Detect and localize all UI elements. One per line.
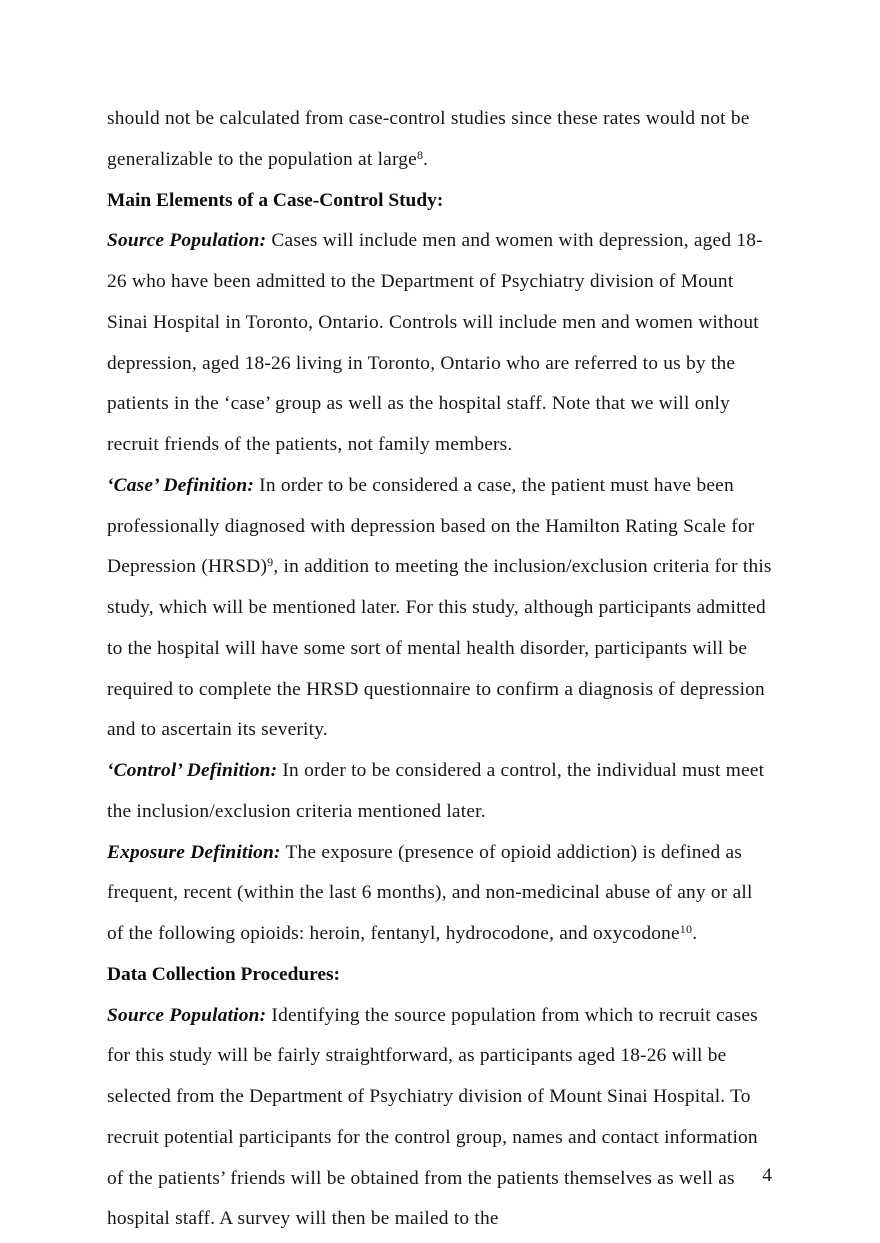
paragraph-lead-in: Source Population: — [107, 1004, 267, 1026]
body-text: should not be calculated from case-control studies since these rates would not be generalizable to the population at large — [107, 108, 750, 170]
body-text: . — [423, 148, 429, 170]
body-text: In order to be considered a case, the patient must have been professionally diagnosed with depression based on the Hamilton Rating Scale for Depression (HRSD) — [107, 474, 755, 578]
body-text: In order to be considered a control, the individual must meet the inclusion/exclusion criteria mentioned later. — [107, 760, 765, 822]
footnote-marker: 8 — [416, 147, 424, 162]
body-text: Cases will include men and women with depression, aged 18-26 who have been admitted to the Department of Psychiatry division of Mount Sinai Hospital in Toronto, Ontario. Controls will include men and women without depression, aged 18-26 living in Toronto, Ontario who are referred to us by the patients in the ‘case’ group as well as the hospital staff. Note that we will only recruit friends of the patients, not family members. — [107, 230, 763, 455]
page-number: 4 — [762, 1165, 772, 1186]
footnote-marker: 9 — [267, 555, 274, 569]
paragraph-lead-in: ‘Control’ Definition: — [107, 760, 278, 781]
paragraph-case-definition — [107, 466, 772, 751]
body-text: , in addition to meeting the inclusion/exclusion criteria for this study, which will be mentioned later. For this study, although participants admitted to the hospital will have some sort of mental health disorder, participants will be required to complete the HRSD questionnaire to confirm a diagnosis of depression and to ascertain its severity. — [107, 556, 772, 741]
heading-text: Data Collection Procedures: — [107, 963, 340, 985]
paragraph-lead-in: Exposure Definition: — [107, 841, 281, 863]
paragraph-control-definition — [107, 751, 772, 833]
document-body — [107, 99, 772, 1240]
paragraph-source-population-definition — [107, 221, 772, 466]
body-text: Identifying the source population from which to recruit cases for this study will be fairly straightforward, as participants aged 18-26 will be selected from the Department of Psychiatry division of Mount Sinai Hospital. To recruit potential participants for the control group, names and contact information of the patients’ friends will be obtained from the patients themselves as well as hospital staff. A survey will then be mailed to the — [107, 1004, 758, 1230]
heading-data-collection-procedures — [107, 955, 772, 996]
paragraph-lead-in: Source Population: — [107, 230, 267, 252]
heading-text: Main Elements of a Case-Control Study: — [107, 189, 444, 211]
body-text: The exposure (presence of opioid addiction) is defined as frequent, recent (within the last 6 months), and non-medicinal abuse of any or all of the following opioids: heroin, fentanyl, hydrocodone, and oxycodone — [107, 841, 753, 944]
paragraph-lead-in: ‘Case’ Definition: — [107, 474, 255, 496]
paragraph-exposure-definition — [107, 833, 772, 955]
paragraph-source-population-recruitment — [107, 996, 772, 1241]
heading-main-elements — [107, 181, 772, 222]
body-text: . — [692, 923, 698, 944]
footnote-marker: 10 — [679, 921, 693, 936]
paragraph-rates-generalizability — [107, 99, 772, 181]
